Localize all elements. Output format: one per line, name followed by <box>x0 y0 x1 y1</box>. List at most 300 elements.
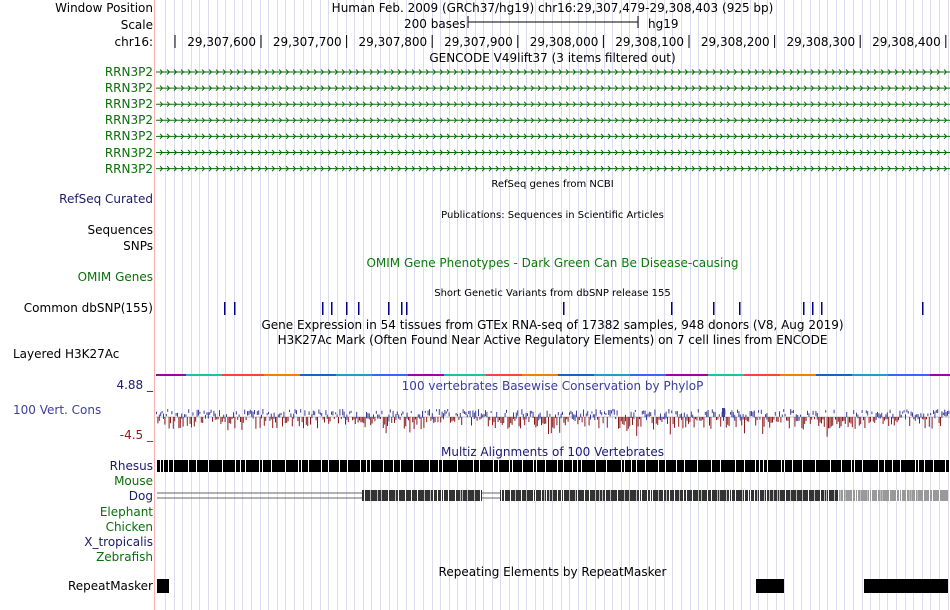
phylop-bar <box>162 411 163 413</box>
phylop-bar <box>870 417 871 422</box>
phylop-bar <box>300 409 301 412</box>
phylop-bar <box>461 417 462 425</box>
phylop-bar <box>892 414 893 419</box>
dog-gap <box>764 490 765 501</box>
h3k27ac-signal <box>714 374 720 376</box>
dog-gap <box>617 490 618 501</box>
phylop-bar <box>272 417 273 428</box>
rhesus-gap <box>636 460 637 472</box>
h3k27ac-signal <box>822 374 828 376</box>
h3k27ac-signal <box>870 374 876 376</box>
phylop-bar <box>415 417 416 419</box>
phylop-bar <box>895 417 896 421</box>
phylop-bar <box>436 409 437 411</box>
phylop-bar <box>712 409 713 413</box>
phylop-bar <box>559 417 560 433</box>
dog-gap <box>663 490 664 501</box>
repeatmasker-track-label[interactable]: RepeatMasker <box>67 579 153 593</box>
h3k27ac-signal <box>852 374 858 376</box>
phylop-bar <box>450 417 451 423</box>
dog-gap <box>901 490 902 501</box>
rhesus-gap <box>400 460 401 472</box>
phylop-bar <box>276 417 277 428</box>
multiz-species-label[interactable]: Zebrafish <box>96 550 153 565</box>
phylop-bar <box>293 414 294 419</box>
phylop-bar <box>887 412 888 419</box>
phylop-bar <box>169 417 170 429</box>
phylop-bar <box>598 417 599 428</box>
phylop-bar <box>758 410 759 413</box>
phylop-bar <box>692 415 693 418</box>
rhesus-gap <box>328 460 329 472</box>
phylop-bar <box>569 412 570 415</box>
phylop-bar <box>761 410 762 414</box>
phylop-bar <box>398 414 399 418</box>
dog-gap <box>575 490 576 501</box>
phylop-bar <box>831 417 832 427</box>
dog-gap <box>589 490 590 501</box>
phylop-bar <box>418 414 419 417</box>
phylop-bar <box>166 414 167 416</box>
dog-gap <box>692 490 693 501</box>
phylop-bar <box>552 417 553 427</box>
phylop-bar <box>601 412 602 415</box>
dog-gap <box>563 490 564 501</box>
phylop-bar <box>702 417 703 420</box>
phylop-bar <box>719 414 720 417</box>
phylop-bar <box>733 412 734 418</box>
rhesus-gap <box>933 460 934 472</box>
h3k27ac-signal <box>624 374 630 376</box>
phylop-bar <box>174 417 175 421</box>
phylop-bar <box>876 413 877 420</box>
phylop-bar <box>470 411 471 417</box>
rhesus-gap <box>301 460 302 472</box>
phylop-bar <box>183 417 184 427</box>
omim-track-label[interactable]: OMIM Genes <box>77 270 153 284</box>
phylop-bar <box>555 414 556 418</box>
h3k27ac-signal <box>570 374 576 376</box>
multiz-species-label[interactable]: Dog <box>128 489 153 504</box>
phylop-bar <box>530 411 531 417</box>
phylop-bar <box>465 412 466 415</box>
multiz-species-label[interactable]: X_tropicalis <box>84 535 153 549</box>
phylop-bar <box>472 410 473 417</box>
phylop-bar <box>374 417 375 421</box>
h3k27ac-signal <box>564 374 570 376</box>
phylop-bar <box>404 417 405 428</box>
dog-gap <box>909 490 910 501</box>
phylop-bar <box>520 417 521 428</box>
phylop-bar <box>817 413 818 420</box>
h3k27ac-signal <box>402 374 408 376</box>
phylop-bar <box>356 412 357 419</box>
phylop-bar <box>362 417 363 422</box>
phylop-bar <box>551 417 552 433</box>
phylop-bar <box>164 417 165 425</box>
phylop-bar <box>871 412 872 415</box>
phylop-bar <box>325 410 326 415</box>
phylop-bar <box>846 412 847 417</box>
gene-label[interactable]: RRN3P2 <box>104 129 153 144</box>
phylop-bar <box>542 417 543 423</box>
phylop-bar <box>853 410 854 414</box>
rhesus-gap <box>781 460 782 472</box>
rhesus-gap <box>581 460 582 472</box>
dog-gap <box>557 490 558 501</box>
ruler-tick-label: 29,308,100 <box>615 35 684 49</box>
phylop-bar <box>729 417 730 426</box>
phylop-bar <box>188 409 189 413</box>
phylop-bar <box>212 417 213 422</box>
h3k27ac-signal <box>792 374 798 376</box>
phylop-bar <box>345 417 346 425</box>
phylop-bar <box>709 417 710 425</box>
phylop-bar <box>741 417 742 425</box>
multiz-species-label[interactable]: Rhesus <box>109 459 153 473</box>
phylop-track-label[interactable]: 100 Vert. Cons <box>13 403 102 417</box>
repeatmasker-track-title: Repeating Elements by RepeatMasker <box>438 565 667 579</box>
phylop-bar <box>713 412 714 417</box>
h3k27ac-signal <box>600 374 606 376</box>
h3k27ac-signal <box>534 374 540 376</box>
phylop-bar <box>185 414 186 416</box>
h3k27ac-signal <box>462 374 468 376</box>
h3k27ac-signal <box>876 374 882 376</box>
phylop-bar <box>580 414 581 418</box>
dog-gap <box>867 490 868 501</box>
dog-gap <box>896 490 897 501</box>
rhesus-gap <box>645 460 646 472</box>
phylop-bar <box>236 411 237 414</box>
h3k27ac-signal <box>372 374 378 376</box>
phylop-bar <box>502 417 503 425</box>
phylop-bar <box>566 417 567 419</box>
phylop-bar <box>447 409 448 412</box>
phylop-bar <box>678 417 679 427</box>
dog-gap <box>424 490 425 501</box>
phylop-bar <box>449 412 450 416</box>
phylop-bar <box>205 415 206 419</box>
phylop-bar <box>737 410 738 413</box>
phylop-bar <box>681 413 682 420</box>
phylop-bar <box>884 417 885 420</box>
phylop-bar <box>275 417 276 422</box>
gene-label[interactable]: RRN3P2 <box>104 65 153 79</box>
phylop-bar <box>643 411 644 414</box>
phylop-bar <box>498 417 499 422</box>
ruler-tick-label: 29,307,700 <box>272 35 342 49</box>
phylop-bar <box>782 415 783 417</box>
phylop-bar <box>222 417 223 422</box>
multiz-species-label[interactable]: Elephant <box>99 504 153 519</box>
phylop-bar <box>685 417 686 427</box>
phylop-bar <box>582 417 583 422</box>
dog-gap <box>906 490 907 501</box>
rhesus-gap <box>595 460 596 472</box>
gene-label[interactable]: RRN3P2 <box>104 81 153 96</box>
dog-gap <box>785 490 786 501</box>
phylop-bar <box>855 417 856 429</box>
phylop-bar <box>167 409 168 412</box>
phylop-bar <box>425 411 426 413</box>
phylop-bar <box>317 417 318 428</box>
h3k27ac-signal <box>468 374 474 376</box>
rhesus-gap <box>802 460 803 472</box>
phylop-bar <box>334 417 335 419</box>
phylop-bar <box>440 417 441 422</box>
phylop-bar <box>940 417 941 426</box>
phylop-bar <box>561 414 562 419</box>
h3k27ac-signal <box>558 374 564 376</box>
h3k27ac-signal <box>834 374 840 376</box>
phylop-bar <box>905 414 906 419</box>
phylop-bar <box>874 417 875 423</box>
phylop-bar <box>297 417 298 421</box>
h3k27ac-signal <box>486 374 492 376</box>
phylop-bar <box>626 417 627 431</box>
phylop-bar <box>792 411 793 413</box>
snp-tick <box>563 302 565 315</box>
phylop-bar <box>705 412 706 415</box>
rhesus-gap <box>665 460 666 472</box>
dog-gap <box>417 490 418 501</box>
phylop-bar <box>695 417 696 419</box>
phylop-bar <box>451 417 452 421</box>
phylop-bar <box>489 417 490 420</box>
phylop-bar <box>496 412 497 418</box>
dog-gap <box>796 490 797 501</box>
phylop-bar <box>619 417 620 428</box>
publications-sequences-label[interactable]: Sequences <box>87 223 153 237</box>
phylop-bar <box>302 417 303 422</box>
rhesus-gap <box>321 460 322 472</box>
phylop-bar <box>785 414 786 416</box>
h3k27ac-signal <box>360 374 366 376</box>
phylop-bar <box>673 417 674 424</box>
phylop-bar <box>605 413 606 415</box>
phylop-bar <box>271 414 272 420</box>
multiz-species-label[interactable]: Chicken <box>105 519 153 534</box>
phylop-bar <box>794 417 795 427</box>
rhesus-gap <box>945 460 946 472</box>
gene-label[interactable]: RRN3P2 <box>104 145 153 160</box>
phylop-bar <box>463 409 464 413</box>
rhesus-gap <box>915 460 916 472</box>
phylop-bar <box>499 417 500 420</box>
dog-gap <box>735 490 736 501</box>
phylop-bar <box>762 417 763 434</box>
phylop-bar <box>731 410 732 417</box>
dog-gap <box>838 490 839 501</box>
h3k27ac-signal <box>480 374 486 376</box>
dog-gap <box>939 490 940 501</box>
dog-gap <box>370 490 371 501</box>
phylop-bar <box>226 414 227 417</box>
h3k27ac-signal <box>300 374 306 376</box>
h3k27ac-signal <box>690 374 696 376</box>
rhesus-gap <box>366 460 367 472</box>
rhesus-gap <box>168 460 169 472</box>
multiz-species-label[interactable]: Mouse <box>114 474 153 489</box>
phylop-bar <box>603 417 604 423</box>
h3k27ac-signal <box>576 374 582 376</box>
phylop-bar <box>437 417 438 422</box>
phylop-bar <box>825 410 826 412</box>
phylop-bar <box>383 417 384 428</box>
phylop-bar <box>800 415 801 417</box>
phylop-bar <box>779 411 780 416</box>
rhesus-gap <box>493 460 494 472</box>
phylop-bar <box>479 417 480 420</box>
snp-tick <box>922 302 924 315</box>
window-position-label: Window Position <box>55 1 153 15</box>
gene-label[interactable]: RRN3P2 <box>104 161 153 176</box>
phylop-bar <box>764 417 765 427</box>
h3k27ac-signal <box>720 374 726 376</box>
dog-gap <box>701 490 702 501</box>
phylop-bar <box>607 417 608 428</box>
rhesus-gap <box>631 460 632 472</box>
phylop-bar <box>482 414 483 417</box>
phylop-bar <box>786 417 787 420</box>
rhesus-gap <box>533 460 534 472</box>
h3k27ac-signal <box>828 374 834 376</box>
phylop-bar <box>765 414 766 417</box>
phylop-bar <box>478 409 479 416</box>
dog-gap <box>381 490 382 501</box>
dog-gap <box>636 490 637 501</box>
phylop-bar <box>537 417 538 426</box>
dog-gap <box>610 490 611 501</box>
phylop-bar <box>531 411 532 414</box>
phylop-bar <box>734 415 735 421</box>
h3k27ac-signal <box>810 374 816 376</box>
dog-gap <box>748 490 749 501</box>
phylop-bar <box>544 417 545 424</box>
phylop-bar <box>401 414 402 416</box>
phylop-bar <box>484 414 485 417</box>
dog-gap <box>364 490 365 501</box>
phylop-bar <box>442 412 443 418</box>
gene-label[interactable]: RRN3P2 <box>104 97 153 112</box>
dbsnp-track-label[interactable]: Common dbSNP(155) <box>23 301 153 315</box>
phylop-bar <box>740 414 741 420</box>
h3k27ac-track-label[interactable]: Layered H3K27Ac <box>13 347 120 361</box>
snp-tick <box>224 302 226 315</box>
dog-gap <box>899 490 900 501</box>
snp-tick <box>346 302 348 315</box>
h3k27ac-signal <box>516 374 522 376</box>
phylop-bar <box>352 417 353 420</box>
phylop-bar <box>279 413 280 417</box>
refseq-track-label[interactable]: RefSeq Curated <box>59 192 153 206</box>
dog-gap <box>711 490 712 501</box>
h3k27ac-signal <box>378 374 384 376</box>
phylop-bar <box>575 415 576 421</box>
phylop-bar <box>409 417 410 432</box>
phylop-bar <box>649 412 650 417</box>
h3k27ac-signal <box>774 374 780 376</box>
phylop-bar <box>304 410 305 416</box>
rhesus-gap <box>442 460 443 472</box>
phylop-bar <box>563 417 564 423</box>
dbsnp-track-title: Short Genetic Variants from dbSNP release 155 <box>434 288 671 299</box>
phylop-bar <box>341 417 342 419</box>
phylop-bar <box>710 417 711 429</box>
phylop-bar <box>610 410 611 416</box>
phylop-bar <box>232 417 233 419</box>
rhesus-gap <box>438 460 439 472</box>
phylop-bar <box>407 413 408 419</box>
rhesus-gap <box>735 460 736 472</box>
h3k27ac-signal <box>768 374 774 376</box>
phylop-bar <box>671 410 672 413</box>
h3k27ac-signal <box>342 374 348 376</box>
gene-label[interactable]: RRN3P2 <box>104 113 153 128</box>
phylop-bar <box>757 417 758 420</box>
publications-snps-label[interactable]: SNPs <box>123 239 153 253</box>
h3k27ac-signal <box>588 374 594 376</box>
dog-gap <box>917 490 918 501</box>
phylop-bar <box>667 417 668 424</box>
phylop-bar <box>808 413 809 417</box>
phylop-bar <box>460 413 461 418</box>
rhesus-gap <box>413 460 414 472</box>
rhesus-gap <box>339 460 340 472</box>
phylop-bar <box>948 411 949 414</box>
phylop-bar <box>328 417 329 424</box>
dog-gap <box>526 490 527 501</box>
phylop-bar <box>807 411 808 415</box>
phylop-bar <box>617 410 618 415</box>
phylop-bar <box>372 417 373 424</box>
h3k27ac-signal <box>354 374 360 376</box>
phylop-bar <box>346 415 347 420</box>
phylop-bar <box>286 417 287 423</box>
phylop-bar <box>898 417 899 420</box>
phylop-bar <box>631 412 632 418</box>
dog-alignment <box>838 490 948 501</box>
dog-gap <box>802 490 803 501</box>
h3k27ac-signal <box>408 374 414 376</box>
rhesus-gap <box>271 460 272 472</box>
phylop-bar <box>614 409 615 414</box>
phylop-bar <box>849 417 850 423</box>
phylop-bar <box>621 417 622 421</box>
rhesus-gap <box>763 460 764 472</box>
phylop-bar <box>549 414 550 417</box>
dog-gap <box>742 490 743 501</box>
phylop-bar <box>843 417 844 421</box>
phylop-bar <box>163 414 164 419</box>
phylop-bar <box>652 417 653 423</box>
ruler-tick-label: 29,307,900 <box>444 35 513 49</box>
dog-gap <box>834 490 835 501</box>
h3k27ac-signal <box>636 374 642 376</box>
phylop-bar <box>261 415 262 419</box>
phylop-bar <box>829 417 830 428</box>
phylop-bar <box>841 417 842 426</box>
h3k27ac-signal <box>684 374 690 376</box>
phylop-bar <box>402 411 403 414</box>
h3k27ac-signal <box>816 374 822 376</box>
phylop-bar <box>656 417 657 424</box>
dog-gap <box>929 490 930 501</box>
dog-gap <box>871 490 872 501</box>
phylop-bar <box>647 414 648 417</box>
snp-tick <box>406 302 408 315</box>
